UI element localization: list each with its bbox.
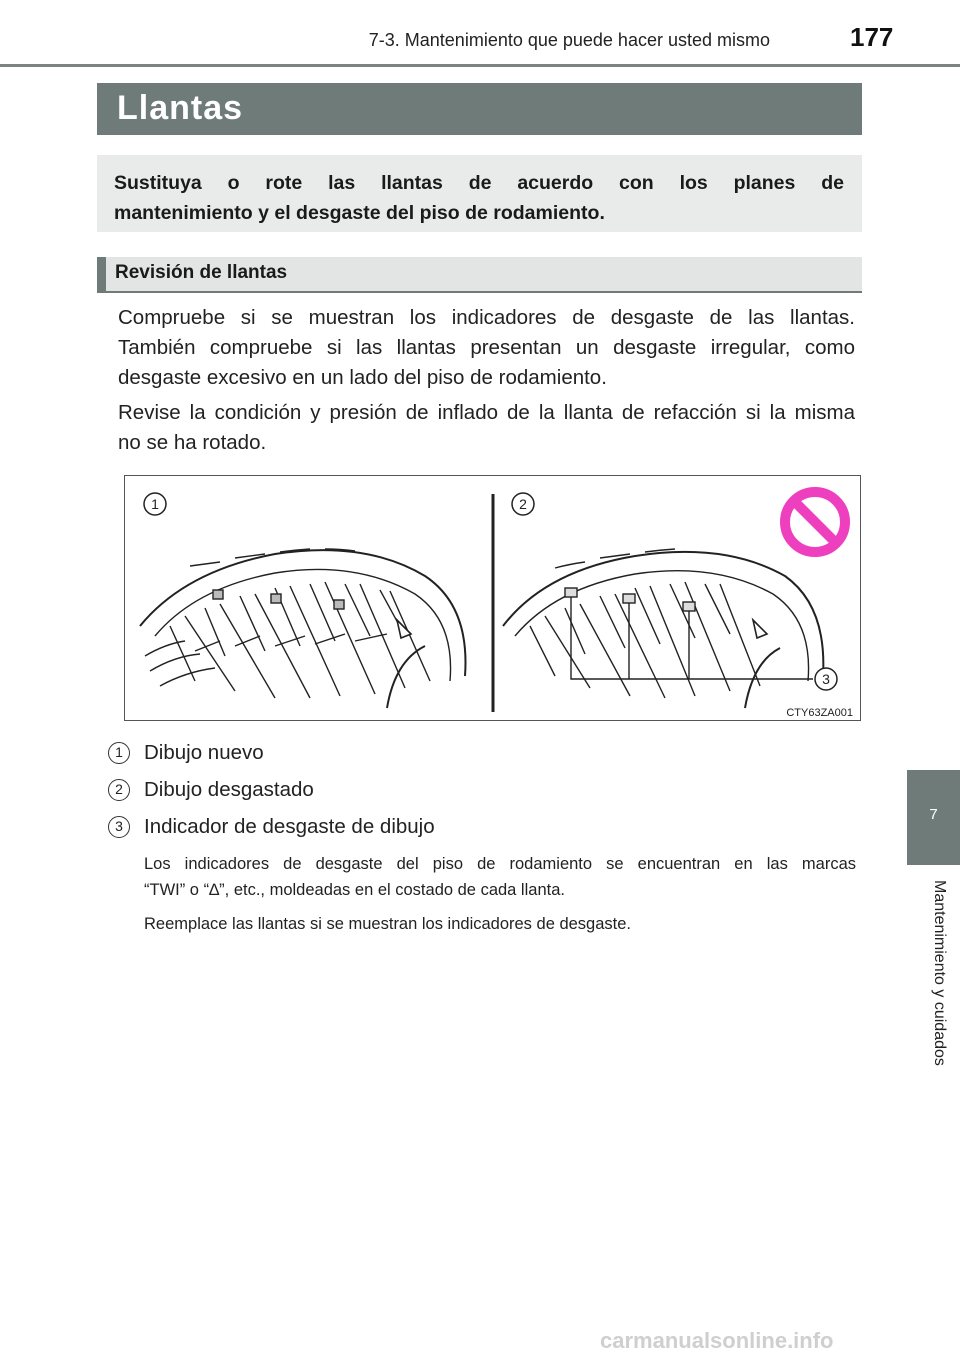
tire-tread-figure <box>124 475 861 721</box>
note-1-line-1: Los indicadores de desgaste del piso de rodamiento se encuentran en las marcas <box>144 855 856 873</box>
section-heading-bar <box>97 257 106 293</box>
paragraph-1-line-1: Compruebe si se muestran los indicadores de desgaste de las llantas. <box>118 306 855 329</box>
legend-label-3: Indicador de desgaste de dibujo <box>144 815 435 838</box>
paragraph-1-line-3: desgaste excesivo en un lado del piso de rodamiento. <box>118 366 607 389</box>
legend-number-1: 1 <box>108 742 130 764</box>
legend-label-2: Dibujo desgastado <box>144 778 314 801</box>
legend-number-2: 2 <box>108 779 130 801</box>
header-section-title: 7-3. Mantenimiento que puede hacer usted mismo <box>368 30 770 50</box>
prohibited-icon <box>785 492 845 552</box>
callout-1-label: 1 <box>151 496 159 512</box>
legend-number-3: 3 <box>108 816 130 838</box>
title-bar <box>97 83 862 135</box>
page-title: Llantas <box>117 89 244 127</box>
legend-label-1: Dibujo nuevo <box>144 741 264 764</box>
legend-item-2 <box>108 778 848 806</box>
intro-box <box>97 155 862 232</box>
paragraph-1 <box>118 303 855 393</box>
intro-line-2: mantenimiento y el desgaste del piso de rodamiento. <box>114 202 605 224</box>
callout-3-label: 3 <box>822 671 830 687</box>
chapter-tab <box>907 770 960 865</box>
legend-item-3 <box>108 815 848 843</box>
note-replace-tires: Reemplace las llantas si se muestran los indicadores de desgaste. <box>144 915 632 933</box>
note-1-line-2: “TWI” o “∆”, etc., moldeadas en el costado de cada llanta. <box>144 881 565 899</box>
callout-2-label: 2 <box>519 496 527 512</box>
legend-item-1 <box>108 741 848 769</box>
paragraph-1-line-2: También compruebe si las llantas presentan un desgaste irregular, como <box>118 336 855 359</box>
paragraph-2-line-2: no se ha rotado. <box>118 431 267 454</box>
tire-illustration <box>125 476 862 722</box>
page-number: 177 <box>850 22 894 52</box>
chapter-number: 7 <box>929 806 938 823</box>
watermark: carmanualsonline.info <box>600 1328 834 1353</box>
figure-code: CTY63ZA001 <box>786 707 853 719</box>
new-tread-tire <box>140 549 466 708</box>
worn-tread-tire <box>503 549 823 708</box>
chapter-label: Mantenimiento y cuidados <box>931 880 948 1066</box>
paragraph-2-line-1: Revise la condición y presión de inflado de la llanta de refacción si la misma <box>118 401 855 424</box>
intro-line-1: Sustituya o rote las llantas de acuerdo con los planes de <box>114 172 844 194</box>
header-rule <box>0 64 960 67</box>
paragraph-2 <box>118 398 855 458</box>
section-heading <box>97 257 862 293</box>
note-wear-indicators <box>144 851 856 903</box>
section-heading-text: Revisión de llantas <box>115 262 288 283</box>
